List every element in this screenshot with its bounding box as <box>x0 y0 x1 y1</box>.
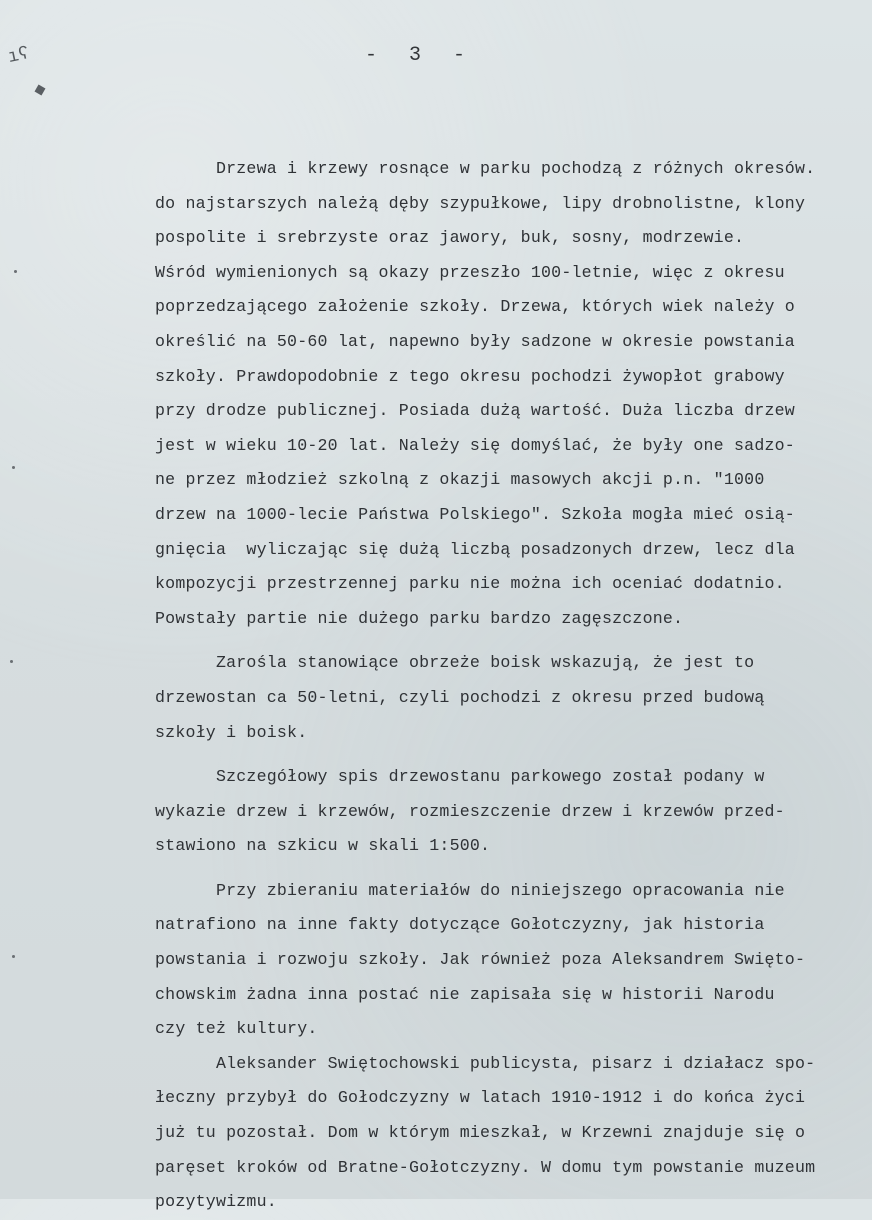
margin-dot <box>12 466 15 469</box>
margin-dot <box>12 955 15 958</box>
text-line: określić na 50-60 lat, napewno były sadzone w okresie powstania <box>155 331 795 351</box>
text-line: szkoły. Prawdopodobnie z tego okresu pochodzi żywopłot grabowy <box>155 366 785 386</box>
paragraph-history <box>155 874 855 1220</box>
text-line: Szczegółowy spis drzewostanu parkowego został podany w <box>155 767 765 787</box>
body-text <box>155 152 855 1220</box>
text-line: już tu pozostał. Dom w którym mieszkał, w Krzewni znajduje się o <box>155 1123 806 1143</box>
text-line: do najstarszych należą dęby szypułkowe, lipy drobnolistne, klony <box>155 193 806 213</box>
text-line: poprzedzającego założenie szkoły. Drzewa, których wiek należy o <box>155 297 795 317</box>
text-line: Aleksander Swiętochowski publicysta, pisarz i działacz spo- <box>155 1053 816 1073</box>
text-line: czy też kultury. <box>155 1019 318 1039</box>
text-line: gnięcia wyliczając się dużą liczbą posadzonych drzew, lecz dla <box>155 539 795 559</box>
margin-dot <box>10 660 13 663</box>
text-line: łeczny przybył do Gołodczyzny w latach 1910-1912 i do końca życi <box>155 1088 806 1108</box>
corner-handwritten-mark: ıʕ <box>6 43 32 69</box>
paragraph-thickets <box>155 646 855 750</box>
margin-dot <box>14 270 17 273</box>
text-line: stawiono na szkicu w skali 1:500. <box>155 836 491 856</box>
text-line: pozytywizmu. <box>155 1192 277 1212</box>
text-line: drzewostan ca 50-letni, czyli pochodzi z okresu przed budową <box>155 687 765 707</box>
paragraph-inventory <box>155 760 855 864</box>
text-line: Zarośla stanowiące obrzeże boisk wskazują, że jest to <box>155 653 755 673</box>
text-line: drzew na 1000-lecie Państwa Polskiego". Szkoła mogła mieć osią- <box>155 504 795 524</box>
text-line: ne przez młodzież szkolną z okazji masowych akcji p.n. "1000 <box>155 470 765 490</box>
text-line: przy drodze publicznej. Posiada dużą wartość. Duża liczba drzew <box>155 401 795 421</box>
text-line: natrafiono na inne fakty dotyczące Gołotczyzny, jak historia <box>155 915 765 935</box>
page-number: - 3 - <box>364 44 475 67</box>
text-line: Powstały partie nie dużego parku bardzo zagęszczone. <box>155 608 684 628</box>
text-line: pospolite i srebrzyste oraz jawory, buk, sosny, modrzewie. <box>155 228 745 248</box>
ink-blot <box>35 85 46 96</box>
text-line: kompozycji przestrzennej parku nie można ich oceniać dodatnio. <box>155 574 785 594</box>
text-line: wykazie drzew i krzewów, rozmieszczenie drzew i krzewów przed- <box>155 801 785 821</box>
text-line: chowskim żadna inna postać nie zapisała się w historii Narodu <box>155 984 775 1004</box>
text-line: powstania i rozwoju szkoły. Jak również poza Aleksandrem Swięto- <box>155 950 806 970</box>
text-line: Przy zbieraniu materiałów do niniejszego opracowania nie <box>155 880 785 900</box>
text-line: jest w wieku 10-20 lat. Należy się domyślać, że były one sadzo- <box>155 435 795 455</box>
text-line: szkoły i boisk. <box>155 722 308 742</box>
text-line: Drzewa i krzewy rosnące w parku pochodzą z różnych okresów. <box>155 159 816 178</box>
paragraph-trees-origin <box>155 152 855 636</box>
text-line: Wśród wymienionych są okazy przeszło 100-letnie, więc z okresu <box>155 262 785 282</box>
text-line: paręset kroków od Bratne-Gołotczyzny. W domu tym powstanie muzeum <box>155 1157 816 1177</box>
